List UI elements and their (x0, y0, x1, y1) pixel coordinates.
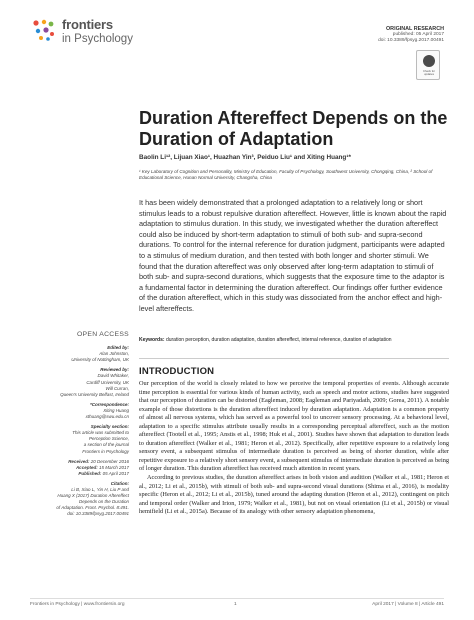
correspondent-name: Xiting Huang (103, 407, 129, 413)
section-heading: INTRODUCTION (139, 366, 215, 377)
reviewer-affiliation: Queen's University Belfast, Ireland (60, 391, 129, 397)
author-list[interactable]: Baolin Li¹², Lijuan Xiao¹, Huazhan Yin³, Peiduo Liu¹ and Xiting Huang¹* (139, 154, 351, 161)
edited-by (26, 345, 129, 363)
reviewer-name: David Whitaker, (97, 373, 129, 379)
citation-line: Li B, Xiao L, Yin H, Liu P and (71, 486, 129, 492)
abstract: It has been widely demonstrated that a prolonged adaptation to a relatively long or short stimulus leads to a robust repulsive duration aftereffect. However, little is known about the rapid adaptation to stimulus duration. In this study, we investigated whether the duration aftereffect could also be induced by short-term adaptation to stimuli of both sub- and supra-second durations. To control for the internal reference for duration judgment, participants were adapted to a stimulus of medium duration, and then tested with both longer and shorter stimuli. We found that the duration aftereffect was only observed after long-term adaptation to stimuli of both sub- and supra-second durations, which suggests that the exposure time to the adaptor is a fundamental factor in determining the duration aftereffect. Our findings offer further evidence of the duration aftereffect, which in this study was dissociated from the anchor effect and high-level aftereffects. (139, 198, 447, 313)
specialty-label: Specialty section: (90, 424, 129, 430)
edited-by-label: Edited by: (107, 345, 129, 351)
keywords-label: Keywords: (139, 337, 165, 343)
published-label: Published: (78, 470, 102, 476)
open-access-badge: OPEN ACCESS (76, 331, 129, 338)
article-info-sidebar (26, 332, 129, 521)
specialty-line: Frontiers in Psychology (82, 448, 129, 454)
footer-volume: April 2017 | Volume 8 | Article 491 (372, 602, 444, 607)
introduction-body (139, 380, 449, 517)
accepted-value: 15 March 2017 (98, 464, 129, 470)
citation-line: Depends on the Duration (78, 499, 129, 505)
reviewer-name: Will Curran, (105, 385, 129, 391)
published-value: 05 April 2017 (102, 470, 129, 476)
article-type: ORIGINAL RESEARCH (385, 26, 444, 32)
specialty-section (26, 424, 129, 454)
specialty-line: a section of the journal (83, 442, 129, 448)
citation-line: of Adaptation. Front. Psychol. 8:491. (56, 505, 129, 511)
brand-name: frontiers (62, 17, 113, 32)
citation (26, 481, 129, 518)
frontiers-logo-icon (30, 16, 58, 44)
page-number: 1 (234, 602, 237, 607)
affiliations: ¹ Key Laboratory of Cognition and Personality, Ministry of Education, Faculty of Psychology, Southwest University, Chongqing, China, ² School of Educational Science, Hunan Normal University, Changsha, China (139, 169, 433, 181)
check-updates-label: Check for updates (423, 69, 435, 77)
brand-journal: in Psychology (62, 33, 133, 45)
crossmark-icon (423, 55, 435, 67)
footer-divider (30, 598, 444, 599)
specialty-line: Perception Science, (88, 436, 129, 442)
correspondence-label: *Correspondence: (89, 401, 129, 407)
accepted-label: Accepted: (75, 464, 98, 470)
article-title: Duration Aftereffect Depends on the Duration of Adaptation (139, 108, 448, 149)
correspondent-email[interactable]: xthuang@swu.edu.cn (85, 414, 129, 420)
article-dates (26, 459, 129, 477)
editor-name: Alan Johnston, (99, 351, 129, 357)
divider (139, 358, 449, 359)
correspondence (26, 402, 129, 420)
published-date: published: 05 April 2017 (392, 32, 444, 38)
received-label: Received: (68, 458, 90, 464)
footer-journal-link[interactable]: Frontiers in Psychology | www.frontiersin.org (30, 602, 125, 607)
paragraph: Our perception of the world is closely related to how we perceive the temporal properties of events. Although accurate time perception is essential for various kinds of human activity, such as speech and motor actions, studies have suggested that our perception of duration can be distorted (Eagleman, 2008; Eagleman and Pariyadath, 2009; Gorea, 2011). A notable example of those distortions is the duration aftereffect induced by duration adaptation. Adaptation is a common property of almost all nervous systems, which has served as a powerful tool to uncover sensory processing. At a behavioral level, adaptation to a specific stimulus attribute usually results in a corresponding perceptual aftereffect, such as the motion aftereffect (Tootell et al., 1995; Anstis et al., 1998; Huk et al., 2001). Studies have shown that adaptation to duration leads to duration aftereffect (Walker et al., 1981; Heron et al., 2012). Specifically, after repetitive exposure to a relatively long sensory event, a subsequent stimulus of intermediate duration is perceived as being of shorter duration, while after repetitive exposure to a relatively short sensory event, a subsequent stimulus of intermediate duration is perceived as being of longer duration. This duration aftereffect has received much attention in recent years. (139, 380, 449, 473)
check-updates-button[interactable] (416, 50, 440, 80)
reviewed-by-label: Reviewed by: (100, 367, 129, 373)
doi-link[interactable]: doi: 10.3389/fpsyg.2017.00491 (378, 38, 444, 44)
published-date-side (26, 471, 129, 477)
reviewed-by (26, 367, 129, 397)
citation-line: Huang X (2017) Duration Aftereffect (57, 493, 129, 499)
article-meta (378, 26, 444, 45)
journal-logo[interactable] (30, 12, 150, 52)
keywords (139, 337, 449, 344)
citation-label: Citation: (110, 480, 129, 486)
reviewer-affiliation: Cardiff University, UK (86, 379, 129, 385)
citation-doi[interactable]: doi: 10.3389/fpsyg.2017.00491 (67, 511, 129, 517)
editor-affiliation: University of Nottingham, UK (71, 357, 129, 363)
specialty-line: This article was submitted to (72, 430, 129, 436)
keywords-list: duration perception, duration adaptation, duration aftereffect, internal reference, duration of adaptation (165, 337, 392, 343)
paragraph: According to previous studies, the duration aftereffect arises in both vision and audition (Walker et al., 1981; Heron et al., 2012; Li et al., 2015b), with stimuli of both sub- and supra-second visual durations (Shima et al., 2016), is modality specific (Heron et al., 2012; Li et al., 2015b), tuned around the adapting duration (Heron et al., 2012), contingent on pitch and temporal order (Walker and Irion, 1979; Walker et al., 1981), but not on visual orientation (Li et al., 2015b) or visual hemifield (Li et al., 2015a). Because of its analogy with other sensory adaptation phenomena, (139, 474, 449, 516)
received-value: 20 December 2016 (90, 458, 129, 464)
